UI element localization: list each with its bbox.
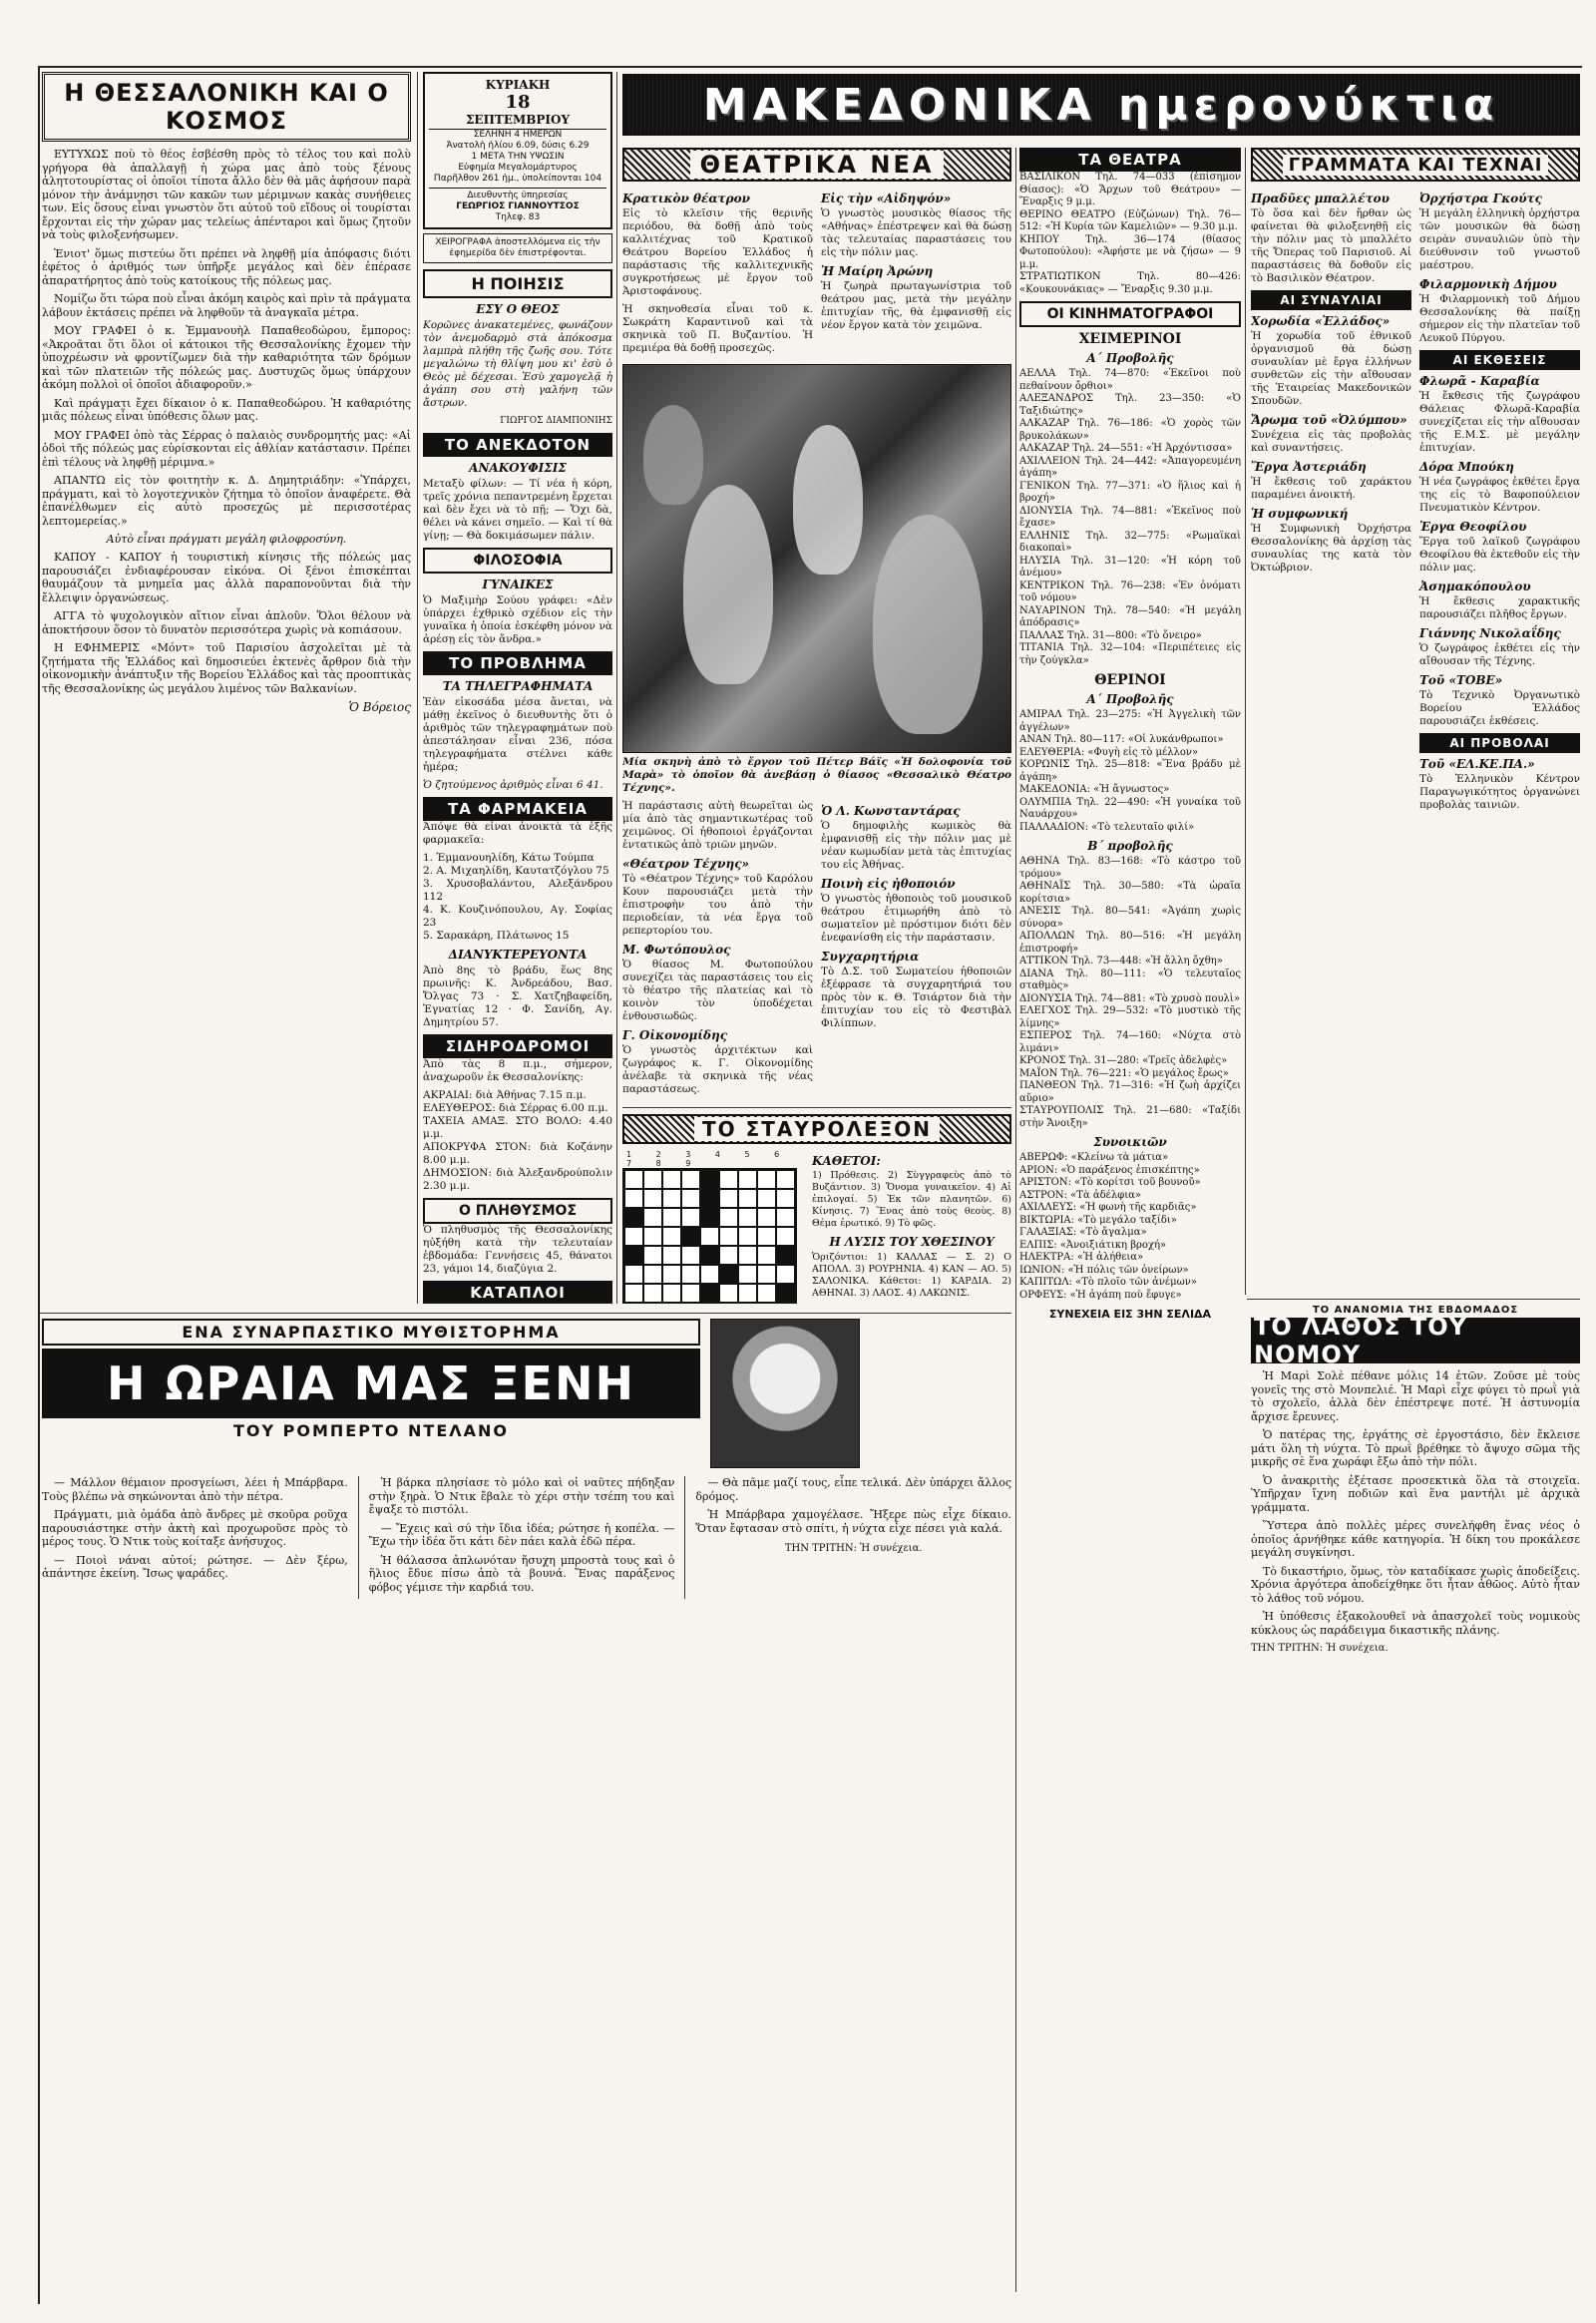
listings-column bbox=[1019, 148, 1241, 2292]
serial-kicker: ΤΟ ΑΝΑΝΟΜΙΑ ΤΗΣ ΕΒΔΟΜΑΔΟΣ bbox=[1312, 1305, 1519, 1316]
column-rule bbox=[417, 72, 418, 1304]
port-title: ΚΑΤΑΠΛΟΙ bbox=[423, 1281, 612, 1304]
novel-paragraph: Ἡ θάλασσα ἀπλωνόταν ἥσυχη μπροστὰ τους καὶ ὁ ἥλιος ἔδυε πίσω ἀπὸ τὰ βουνά. Ἕνας παράξενος φόβος γέμισε τὴν καρδιά του. bbox=[368, 1553, 675, 1594]
crossword-cell[interactable] bbox=[681, 1208, 700, 1227]
date-line: Ἀνατολὴ ἡλίου 6.09, δύσις 6.29 bbox=[446, 141, 590, 151]
novel-paragraph: Πράγματι, μιὰ ὁμάδα ἀπὸ ἄνδρες μὲ σκοῦρα ροῦχα παρουσιάστηκε στὴν ἀκτὴ καὶ προχωροῦσε πρὸς τὸ μέρος τους. Ὁ Ντικ τοὺς κοίταξε ἀνήσυχος. bbox=[42, 1508, 348, 1548]
date-line: Εὐφημία Μεγαλομάρτυρος bbox=[458, 163, 578, 173]
poem-text: Κορῶνες ἀνακατεμένες, φωνάζουν τὸν ἀνεμοδαρμὸ στὰ ἀπόκοσμα λαμπρὰ πλήθη τῆς ζωῆς σου. Τότε μεγαλώνω τὴ θλίψη μου κι' ἐσὺ ὁ Θεὸς μὲ δέχεσαι. Ἐσὺ χαμογελᾷ ἡ ἀγάπη σου στὴ γαλήνη τῶν ἄστρων. bbox=[423, 319, 612, 409]
pull-quote: Αὐτὸ εἶναι πράγματι μεγάλη φιλοφροσύνη. bbox=[106, 533, 347, 546]
philosophy-text: Ὁ Μαξιμὴρ Σούου γράφει: «Δὲν ὑπάρχει ἐχθρικὸ σχέδιον εἰς τὴν γυναῖκα ἡ ὁποία ἐσκέφθη μόνον νὰ ἀρέσῃ εἰς τὸν ἄνδρα.» bbox=[423, 594, 612, 645]
exhibitions-title: ΑΙ ΕΚΘΕΣΕΙΣ bbox=[1419, 350, 1580, 370]
trains-intro: Ἀπὸ τὰς 8 π.μ., σήμερον, ἀναχωροῦν ἐκ Θεσσαλονίκης: bbox=[423, 1058, 612, 1083]
date-line: 1 ΜΕΤΑ ΤΗΝ ΥΨΩΣΙΝ bbox=[471, 152, 565, 162]
crossword-cell[interactable] bbox=[624, 1189, 643, 1208]
crossword-cell[interactable] bbox=[681, 1189, 700, 1208]
signoff: Ὁ Βόρειος bbox=[348, 700, 411, 714]
crossword-cell[interactable] bbox=[776, 1208, 795, 1227]
novel-kicker: ΕΝΑ ΣΥΝΑΡΠΑΣΤΙΚΟ ΜΥΘΙΣΤΟΡΗΜΑ bbox=[42, 1319, 700, 1346]
crossword-cell[interactable] bbox=[662, 1189, 681, 1208]
crossword-cell[interactable] bbox=[738, 1208, 757, 1227]
population-title: Ο ΠΛΗΘΥΣΜΟΣ bbox=[423, 1198, 612, 1224]
novel-next: ΤΗΝ ΤΡΙΤΗΝ: Ἡ συνέχεια. bbox=[784, 1543, 923, 1554]
arts-paragraph: Ἡ μεγάλη ἑλληνικὴ ὀρχήστρα τῶν μουσικῶν θὰ δώσῃ σειρὰν συναυλιῶν ὑπὸ τὴν διεύθυνσιν τοῦ γνωστοῦ μαέστρου. bbox=[1419, 207, 1580, 271]
arts-paragraph: Ὁ ζωγράφος ἐκθέτει εἰς τὴν αἴθουσαν τῆς Τέχνης. bbox=[1419, 642, 1580, 667]
column-rule bbox=[1015, 148, 1016, 2292]
crossword-cell[interactable] bbox=[757, 1170, 776, 1189]
arts-kicker: Ἐργα Θεοφίλου bbox=[1419, 520, 1527, 534]
arts-kicker: Φιλαρμονικὴ Δήμου bbox=[1419, 277, 1557, 291]
crossword-block bbox=[776, 1246, 795, 1265]
crossword-grid[interactable] bbox=[622, 1168, 797, 1304]
arts-kicker: Τοῦ «ΤΟΒΕ» bbox=[1419, 673, 1503, 687]
pharmacies-night-list: Ἀπὸ 8ης τὸ βράδυ, ἕως 8ης πρωινῆς: Κ. Ἀνδρεάδου, Βασ. Ὄλγας 73 · Σ. Χατζηβαφείδη, Ἐγνατίας 12 · Φ. Σανίδη, Αγ. Δημητρίου 57. bbox=[423, 965, 612, 1028]
crossword-cell[interactable] bbox=[776, 1189, 795, 1208]
crossword-cell[interactable] bbox=[643, 1170, 662, 1189]
crossword-cell[interactable] bbox=[662, 1284, 681, 1303]
arts-paragraph: Συνέχεια εἰς τὰς προβολὰς καὶ συναντήσεις. bbox=[1251, 429, 1411, 454]
manuscripts-note: ΧΕΙΡΟΓΡΑΦΑ ἀποστελλόμενα εἰς τὴν ἐφημερίδα δὲν ἐπιστρέφονται. bbox=[423, 233, 612, 263]
crossword-cell[interactable] bbox=[757, 1189, 776, 1208]
arts-kicker: Πραδῦες μπαλλέτου bbox=[1251, 192, 1390, 205]
crossword-cell[interactable] bbox=[681, 1265, 700, 1284]
article-paragraph: ΜΟΥ ΓΡΑΦΕΙ ὁπὸ τὰς Σέρρας ὁ παλαιὸς συνδρομητής μας: «Αἱ ὁδοὶ τῆς πόλεώς μας εὑρίσκονται εἰς ἀθλίαν κατάστασιν. Πρέπει ἐπὶ τέλους νὰ ληφθῇ μέριμνα.» bbox=[42, 428, 411, 469]
crossword-cell[interactable] bbox=[700, 1265, 719, 1284]
crossword-cell[interactable] bbox=[776, 1265, 795, 1284]
arts-paragraph: Ἡ ἔκθεσις τῆς ζωγράφου Θάλειας Φλωρᾶ-Καραβία συνεχίζεται εἰς τὴν αἴθουσαν τῆς Ε.Μ.Σ. μὲ μεγάλην ἐπιτυχίαν. bbox=[1419, 390, 1580, 454]
solution-label: Η ΛΥΣΙΣ ΤΟΥ ΧΘΕΣΙΝΟΥ bbox=[829, 1235, 995, 1249]
theatre-kicker: Μ. Φωτόπουλος bbox=[622, 943, 731, 957]
theatre-paragraph: Ὁ θίασος Μ. Φωτοπούλου συνεχίζει τὰς παραστάσεις του εἰς τὸ θέατρο τῆς πλατείας καὶ τὸ κοινὸν τὸν ὑποδέχεται ἐνθουσιωδῶς. bbox=[622, 959, 813, 1022]
theatre-kicker: «Θέατρον Τέχνης» bbox=[622, 857, 750, 871]
arts-kicker: Ἡ συμφωνική bbox=[1251, 507, 1349, 521]
pharmacies-night: ΔΙΑΝΥΚΤΕΡΕΥΟΝΤΑ bbox=[448, 948, 588, 962]
theatre-kicker: Ποινὴ εἰς ἠθοποιόν bbox=[821, 877, 956, 891]
theatre-kicker: Κρατικὸν θέατρον bbox=[622, 192, 750, 205]
arts-kicker: Ἔργα Ἀστεριάδη bbox=[1251, 460, 1367, 474]
crossword-cell[interactable] bbox=[719, 1303, 738, 1304]
crossword-cell[interactable] bbox=[738, 1303, 757, 1304]
date-line: ΣΕΛΗΝΗ 4 ΗΜΕΡΩΝ bbox=[473, 130, 563, 140]
novel-author: ΤΟΥ ΡΟΜΠΕΡΤΟ ΝΤΕΛΑΝΟ bbox=[232, 1421, 510, 1440]
serial-section bbox=[1251, 1305, 1580, 2292]
crossword-cell[interactable] bbox=[624, 1170, 643, 1189]
editor-label: Διευθυντὴς ὑπηρεσίας bbox=[429, 188, 606, 201]
novel-paragraph: Ἡ βάρκα πλησίασε τὸ μόλο καὶ οἱ ναῦτες πήδηξαν στὴν ξηρὰ. Ὁ Ντικ ἔβαλε τὸ χέρι στὴν τσέπη του καὶ ἔψαξε τὸ πιστόλι. bbox=[368, 1476, 675, 1516]
arts-kicker: Γιάννης Νικολαΐδης bbox=[1419, 626, 1561, 640]
trains-list: ΑΚΡΑΙΑΙ: διὰ Ἀθήνας 7.15 π.μ. ΕΛΕΥΘΕΡΟΣ: διὰ Σέρρας 6.00 π.μ. ΤΑΧΕΙΑ ΑΜΑΞ. ΣΤΟ ΒΟΛΟ: 4.40 μ.μ. ΑΠΟΚΡΥΦΑ ΣΤΟΝ: διὰ Κοζάνην 8.00 μ.μ. ΔΗΜΟΣΙΟΝ: διὰ Ἀλεξανδρούπολιν 2.30 μ.μ. bbox=[423, 1089, 612, 1192]
crossword-block bbox=[700, 1303, 719, 1304]
serial-next: ΤΗΝ ΤΡΙΤΗΝ: Ἡ συνέχεια. bbox=[1251, 1643, 1389, 1654]
crossword-cell[interactable] bbox=[719, 1170, 738, 1189]
crossword-title: ΤΟ ΣΤΑΥΡΟΛΕΞΟΝ bbox=[694, 1117, 940, 1141]
arts-kicker: Τοῦ «ΕΛ.ΚΕ.ΠΑ.» bbox=[1419, 757, 1535, 771]
pharmacies-title: ΤΑ ΦΑΡΜΑΚΕΙΑ bbox=[423, 797, 612, 821]
crossword-cell[interactable] bbox=[624, 1265, 643, 1284]
theatre-paragraph: Εἰς τὸ κλεῖσιν τῆς θερινῆς περιόδου, θὰ δοθῇ ἀπὸ τοὺς καλλιτέχνας τοῦ Κρατικοῦ Θεάτρου Βορείου Ἑλλάδος ἡ παράστασις τῆς καλλιτεχνικῆς συγκροτήσεως μὲ ἔργον τοῦ Ἀριστοφάνους. bbox=[622, 207, 813, 297]
crossword-cell[interactable] bbox=[662, 1170, 681, 1189]
masthead-banner bbox=[622, 74, 1580, 136]
arts-kicker: Δόρα Μπούκη bbox=[1419, 460, 1514, 474]
crossword-cell[interactable] bbox=[738, 1170, 757, 1189]
crossword-block bbox=[624, 1208, 643, 1227]
article-paragraph: Καὶ πράγματι ἔχει δίκαιον ὁ κ. Παπαθεοδώρου. Ἡ καθαριότης μιᾶς πόλεως εἶναι ὑπόθεσις ὅλων μας. bbox=[42, 396, 411, 423]
crossword-cell[interactable] bbox=[643, 1189, 662, 1208]
section-rule bbox=[40, 1313, 1011, 1314]
arts-column bbox=[1251, 148, 1580, 1295]
theatre-paragraph: Ὁ γνωστὸς ἠθοποιὸς τοῦ μουσικοῦ θεάτρου ἐτιμωρήθη ἀπὸ τὸ σωματεῖον μὲ πρόστιμον διότι δὲν ἐνεφανίσθη εἰς τὴν παράστασιν. bbox=[821, 893, 1011, 944]
solution-text: Ὁριζόντιοι: 1) ΚΑΛΛΑΣ — Σ. 2) Ο ΑΠΟΛΛ. 3) ΡΟΥΡΗΝΙΑ. 4) ΚΑΝ — ΑΟ. 5) ΣΑΛΟΝΙΚΑ. Κάθετοι: 1) ΚΑΡΔΙΑ. 2) ΑΘΗΝΑΙ. 3) ΛΑΟΣ. 4) ΛΑΚΩΝΙΣ. bbox=[812, 1252, 1011, 1299]
article-paragraph: ΑΓΓΑ τὸ ψυχολογικὸν αἴτιον εἶναι ἁπλοῦν. Ὅλοι θέλουν νὰ ἀποκτήσουν ὅσον τὸ δυνατὸν περισσότερα χωρὶς νὰ κοπιάσουν. bbox=[42, 609, 411, 636]
poem-author: ΓΙΩΡΓΟΣ ΔΙΑΜΠΟΝΙΗΣ bbox=[500, 416, 612, 426]
date-box bbox=[423, 72, 612, 229]
crossword-block bbox=[700, 1208, 719, 1227]
crossword-cell[interactable] bbox=[662, 1246, 681, 1265]
serial-title: ΤΟ ΛΑΘΟΣ ΤΟΥ ΝΟΜΟΥ bbox=[1254, 1313, 1467, 1368]
article-paragraph: ΕΥΤΥΧΩΣ ποὺ τὸ θέος ἐσβέσθη πρὸς τὸ τέλος του καὶ πολὺ γρήγορα θὰ ἀπαλλαγῇ ἡ χώρα μας ἀπὸ τοὺς ξένους ἀλητοτουρίστας οἱ ὁποῖοι τίποτα ἄλλο δὲν θὰ μᾶς ἀφήσουν παρὰ μόνον τὴν ἀνάμνησι τῶν κακῶν των μέριμνων κακὰς συνήθειες των. Εἰς ὅσους εἶναι γνωστὸν ὅτι αὐτοῦ τοῦ εἴδους οἱ τουρίσται ἔρχονται εἰς τὴν χώραν μας τελείως ἀπένταροι καὶ ὅμως ζητοῦν νὰ τοὺς φιλοξενήσωμεν. bbox=[42, 148, 411, 241]
crossword-cell[interactable] bbox=[719, 1208, 738, 1227]
arts-paragraph: Τὸ Ἑλληνικὸν Κέντρον Παραγωγικότητος ὀργανώνει προβολὰς ταινιῶν. bbox=[1419, 773, 1580, 811]
arts-paragraph: Ἡ Συμφωνικὴ Ὀρχήστρα Θεσσαλονίκης θὰ ἀρχίσῃ τὰς συναυλίας της κατὰ τὸν Ὀκτώβριον. bbox=[1251, 523, 1411, 574]
crossword-banner bbox=[622, 1114, 1011, 1144]
theatre-kicker: Γ. Οἰκονομίδης bbox=[622, 1028, 728, 1042]
crossword-cell[interactable] bbox=[738, 1265, 757, 1284]
suburbs-label: Συνοικιῶν bbox=[1093, 1135, 1167, 1149]
anecdote-text: Μεταξὺ φίλων: — Τί νέα ἡ κόρη, τρεῖς χρόνια πεπαντρεμένη ἔρχεται καὶ δὲν ἔχει νὰ τὸ πῇ; — Ὄχι δὰ, θέλει νὰ κάνει σημεῖο. — Καὶ τί θὰ γίνῃ; — Θὰ δοκιμάσωμεν πάλιν. bbox=[423, 478, 612, 542]
theatre-paragraph: Ἡ σκηνοθεσία εἶναι τοῦ κ. Σωκράτη Καραντινοῦ καὶ τὰ σκηνικὰ τοῦ Π. Βυζαντίου. Ἡ πρεμιέρα θὰ δοθῇ προσεχῶς. bbox=[622, 303, 813, 354]
crossword-cell[interactable] bbox=[757, 1246, 776, 1265]
theatre-kicker: Συγχαρητήρια bbox=[821, 950, 920, 964]
serial-paragraph: Ἡ Μαρὶ Σολὲ πέθανε μόλις 14 ἐτῶν. Ζοῦσε μὲ τοὺς γονεῖς της στὸ Μονπελιέ. Ἡ Μαρὶ εἶχε φύγει τὸ πρωῒ γιὰ τὸ σχολεῖο, ἀλλὰ δὲν ἐπέστρεψε ποτέ. Ἡ ἀστυνομία ἄρχισε ἔρευνες. bbox=[1251, 1369, 1580, 1423]
date-line: Παρῆλθον 261 ἡμ., ὑπολείπονται 104 bbox=[433, 174, 602, 184]
crossword-cell[interactable] bbox=[681, 1170, 700, 1189]
crossword-cell[interactable] bbox=[643, 1265, 662, 1284]
crossword-cell[interactable] bbox=[681, 1303, 700, 1304]
article-paragraph: ΚΑΠΟΥ - ΚΑΠΟΥ ἡ τουριστικὴ κίνησις τῆς πόλεώς μας παρουσιάζει ἐνδιαφέρουσαν εἰκόνα. Οἱ ξένοι ἐπισκέπται θαυμάζουν τὰ μνημεῖα μας ἀλλὰ παραπονοῦνται διὰ τὴν ἔλλειψιν ὀργανώσεως. bbox=[42, 551, 411, 604]
theatre-paragraph: Ὁ γνωστὸς ἀρχιτέκτων καὶ ζωγράφος κ. Γ. Οἰκονομίδης ἀνέλαβε τὰ σκηνικὰ τῆς νέας παραστάσεως. bbox=[622, 1044, 813, 1095]
crossword-cell[interactable] bbox=[738, 1189, 757, 1208]
photo-caption: Μία σκηνὴ ἀπὸ τὸ ἔργον τοῦ Πέτερ Βάϊς «Ἡ δολοφονία τοῦ Μαρὰ» τὸ ὁποῖον θὰ ἀνεβάσῃ ὁ θίασος «Θεσσαλικὸ Θέατρο Τέχνης». bbox=[622, 756, 1011, 794]
crossword-cell[interactable] bbox=[738, 1227, 757, 1246]
poem-title: Η ΠΟΙΗΣΙΣ bbox=[423, 269, 612, 298]
novel-paragraph: — Ποιοὶ νάναι αὐτοί; ρώτησε. — Δὲν ξέρω, ἀπάντησε ἐκείνη. Ἴσως ψαράδες. bbox=[42, 1553, 348, 1580]
date-day: ΚΥΡΙΑΚΗ bbox=[485, 78, 551, 92]
crossword-cell[interactable] bbox=[776, 1303, 795, 1304]
winter-label: ΧΕΙΜΕΡΙΝΟΙ bbox=[1078, 331, 1182, 347]
crossword-block bbox=[624, 1246, 643, 1265]
crossword-cell[interactable] bbox=[643, 1227, 662, 1246]
theatre-title: ΘΕΑΤΡΙΚΑ ΝΕΑ bbox=[690, 151, 945, 179]
novel-paragraph: — Μάλλον θέμαιον προσγείωσι, λέει ἡ Μπάρβαρα. Τοὺς βλέπω νὰ σηκώνονται ἀπὸ τὴν πέτρα. bbox=[42, 1476, 348, 1503]
anecdote-title: ΤΟ ΑΝΕΚΔΟΤΟΝ bbox=[423, 433, 612, 457]
theatre-paragraph: Ὁ δημοφιλὴς κωμικὸς θὰ ἐμφανισθῇ εἰς τὴν πόλιν μας μὲ νέαν κωμωδίαν μετὰ τὰς ἐπιτυχίας του εἰς Ἀθήνας. bbox=[821, 820, 1011, 871]
serial-paragraph: Ὁ ἀνακριτὴς ἐξέτασε προσεκτικὰ ὅλα τὰ στοιχεῖα. Ὑπῆρχαν ἴχνη ποδιῶν καὶ ἕνα μαντήλι μὲ ἀρχικὰ γράμματα. bbox=[1251, 1473, 1580, 1514]
arts-paragraph: Ἡ νέα ζωγράφος ἐκθέτει ἔργα της εἰς τὸ Βαφοπούλειον Πνευματικὸν Κέντρον. bbox=[1419, 476, 1580, 514]
first-run-label: Α΄ Προβολῆς bbox=[1086, 351, 1174, 365]
problem-answer: Ὁ ζητούμενος ἀριθμὸς εἶναι 6 41. bbox=[423, 779, 603, 791]
article-paragraph: Ἐνιοτ' ὅμως πιστεύω ὅτι πρέπει νὰ ληφθῇ μία ἀπόφασις διότι ἐφέτος ὁ ἀριθμός των ὑπῆρξε μεγάλος καὶ δὲν ἐπέρασε ἀπαρατήρητος ἀπὸ τοὺς κατοίκους τῆς πόλεως μας. bbox=[42, 246, 411, 287]
theatre-paragraph: Τὸ «Θέατρον Τέχνης» τοῦ Καρόλου Κουν παρουσιάζει μετὰ τὴν ἐπιστροφὴν του ἀπὸ τὴν περιοδείαν, τὰ νέα ἔργα τοῦ ρεπερτορίου του. bbox=[622, 873, 813, 937]
crossword-cell[interactable] bbox=[681, 1246, 700, 1265]
arts-kicker: Ὀρχήστρα Γκούτς bbox=[1419, 192, 1542, 205]
editor-name: ΓΕΩΡΓΙΟΣ ΓΙΑΝΝΟΥΤΣΟΣ bbox=[456, 201, 580, 211]
novel-section bbox=[42, 1319, 1011, 2296]
crossword-cell[interactable] bbox=[643, 1284, 662, 1303]
arts-paragraph: Τὸ Τεχνικὸ Ὀργανωτικὸ Βορείου Ἑλλάδος παρουσιάζει ἐκθέσεις. bbox=[1419, 689, 1580, 727]
column-rule bbox=[684, 1476, 685, 1599]
arts-kicker: Ἀσημακόπουλου bbox=[1419, 580, 1531, 593]
crossword-cell[interactable] bbox=[757, 1208, 776, 1227]
philosophy-subtitle: ΓΥΝΑΙΚΕΣ bbox=[482, 578, 554, 591]
crossword-cell[interactable] bbox=[719, 1246, 738, 1265]
theatre-paragraph: Τὸ Δ.Σ. τοῦ Σωματείου ἠθοποιῶν ἐξέφρασε τὰ συγχαρητήριά του πρὸς τὸν κ. Θ. Τσιάρτον διὰ τὴν ἐπιτυχίαν του εἰς τὸ Φεστιβὰλ Φιλίππων. bbox=[821, 966, 1011, 1029]
trains-title: ΣΙΔΗΡΟΔΡΟΜΟΙ bbox=[423, 1034, 612, 1058]
crossword-block bbox=[700, 1170, 719, 1189]
crossword-block bbox=[719, 1265, 738, 1284]
theatre-paragraph: Ἡ ζωηρὰ πρωταγωνίστρια τοῦ θεάτρου μας, μετὰ τὴν μεγάλην ἐπιτυχίαν τῆς, θὰ ἐμφανισθῇ εἰς νέον ἔργον κατὰ τὸν χειμῶνα. bbox=[821, 280, 1011, 331]
crossword-cell[interactable] bbox=[662, 1303, 681, 1304]
continued-note: ΣΥΝΕΧΕΙΑ ΕΙΣ 3ΗΝ ΣΕΛΙΔΑ bbox=[1048, 1308, 1212, 1321]
philosophy-title: ΦΙΛΟΣΟΦΙΑ bbox=[423, 548, 612, 574]
crossword-cell[interactable] bbox=[662, 1227, 681, 1246]
column-rule bbox=[616, 72, 617, 1304]
arts-paragraph: Ἡ ἔκθεσις τοῦ χαράκτου παραμένει ἀνοικτή. bbox=[1251, 476, 1411, 501]
second-run-label: Β΄ προβολῆς bbox=[1087, 839, 1173, 853]
pharmacies-list: 1. Ἐμμανουηλίδη, Κάτω Τούμπα 2. Α. Μιχαηλίδη, Καυτατζόγλου 75 3. Χρυσοβαλάντου, Αλεξάνδρου 112 4. Κ. Κουζινόπουλου, Αγ. Σοφίας 23 5. Σαρακάρη, Πλάτωνος 15 bbox=[423, 852, 612, 942]
second-run-cinemas: ΑΘΗΝΑ Τηλ. 83—168: «Τὸ κάστρο τοῦ τρόμου» ΑΘΗΝΑΪΣ Τηλ. 30—580: «Τὰ ὡραῖα κορίτσια» ΑΝΕΣΙΣ Τηλ. 80—541: «Ἀγάπη χωρὶς σύνορα» ΑΠΟΛΛΩΝ Τηλ. 80—516: «Ἡ μεγάλη ἐπιστροφή» ΑΤΤΙΚΟΝ Τηλ. 73—448: «Ἡ ἄλλη ὄχθη» ΔΙΑΝΑ Τηλ. 80—111: «Ὁ τελευταῖος σταθμὸς» ΔΙΟΝΥΣΙΑ Τηλ. 74—881: «Τὸ χρυσὸ πουλὶ» ΕΛΕΓΧΟΣ Τηλ. 29—532: «Τὸ μυστικὸ τῆς λίμνης» ΕΣΠΕΡΟΣ Τηλ. 74—160: «Νύχτα στὸ λιμάνι» ΚΡΟΝΟΣ Τηλ. 31—280: «Τρεῖς ἀδελφὲς» ΜΑΪΟΝ Τηλ. 76—221: «Ὁ μεγάλος ἔρως» ΠΑΝΘΕΟΝ Τηλ. 71—316: «Ἡ ζωὴ ἀρχίζει αὔριο» ΣΤΑΥΡΟΥΠΟΛΙΣ Τηλ. 21—680: «Ταξίδι στὴν Ἄνοιξη» bbox=[1019, 856, 1241, 1129]
column-rule bbox=[1245, 148, 1246, 1295]
date-number: 18 bbox=[505, 92, 531, 113]
theatre-paragraph: Ἡ παράστασις αὐτὴ θεωρεῖται ὡς μία ἀπὸ τὰς σημαντικωτέρας τοῦ χειμῶνος. Οἱ ἠθοποιοὶ ἐργάζονται ἐντατικῶς ἀπὸ τριῶν μηνῶν. bbox=[622, 800, 813, 851]
crossword-cell[interactable] bbox=[662, 1208, 681, 1227]
problem-text: Ἐὰν εἰκοσάδα μέσα ἄνεται, νὰ μάθῃ ἐκεῖνος ὁ διευθυντὴς ὅτι ὁ ἀριθμὸς τῶν τηλεγραφημάτων ποὺ ἀπεστάλησαν εἶναι 236, πόσα τηλεγραφήματα στέλνει κάθε ἡμέρα; bbox=[423, 696, 612, 773]
crossword-cell[interactable] bbox=[757, 1284, 776, 1303]
crossword-block bbox=[681, 1227, 700, 1246]
arts-kicker: Ἄρωμα τοῦ «Ὀλύμπου» bbox=[1251, 413, 1407, 427]
summer-cinemas: ΑΜΙΡΑΛ Τηλ. 23—275: «Ἡ Ἀγγελικὴ τῶν ἀγγέλων» ΑΝΑΝ Τηλ. 80—117: «Οἱ λυκάνθρωποι» ΕΛΕΥΘΕΡΙΑ: «Φυγὴ εἰς τὸ μέλλον» ΚΟΡΩΝΙΣ Τηλ. 25—818: «Ἕνα βράδυ μὲ ἀγάπη» ΜΑΚΕΔΟΝΙΑ: «Ἡ ἄγνωστος» ΟΛΥΜΠΙΑ Τηλ. 22—490: «Ἡ γυναίκα τοῦ Ναυάρχου» ΠΑΛΛΑΔΙΟΝ: «Τὸ τελευταῖο φιλί» bbox=[1019, 709, 1241, 833]
crossword-cell[interactable] bbox=[643, 1303, 662, 1304]
article-paragraph: Νομίζω ὅτι τώρα ποὺ εἶναι ἀκόμη καιρὸς καὶ πρὶν τὰ πράγματα λάβουν ἐκτάσεις πρέπει νὰ ληφθοῦν τὰ ἀναγκαῖα μέτρα. bbox=[42, 292, 411, 319]
serial-paragraph: Τὸ δικαστήριο, ὅμως, τὸν καταδίκασε χωρὶς ἀποδείξεις. Χρόνια ἀργότερα ἀποδείχθηκε ὅτι ἦταν ἀθῶος. Αὐτὸ ἦταν τὸ λάθος τοῦ νόμου. bbox=[1251, 1564, 1580, 1605]
novel-paragraph: — Θὰ πᾶμε μαζί τους, εἶπε τελικά. Δὲν ὑπάρχει ἄλλος δρόμος. bbox=[695, 1476, 1011, 1503]
theatre-paragraph: Ὁ γνωστὸς μουσικὸς θίασος τῆς «Αθήνας» ἐπέστρεψεν καὶ θὰ δώσῃ τὰς τελευταίας παραστάσεις του εἰς τὴν πόλιν μας. bbox=[821, 207, 1011, 258]
crossword-cell[interactable] bbox=[738, 1246, 757, 1265]
date-month: ΣΕΠΤΕΜΒΡΙΟΥ bbox=[429, 113, 606, 130]
anecdote-subtitle: ΑΝΑΚΟΥΦΙΣΙΣ bbox=[469, 461, 567, 475]
arts-kicker: Χορωδία «Ἑλλάδος» bbox=[1251, 314, 1391, 328]
down-clues: 1) Πρόθεσις. 2) Σὺγγραφεὺς ἀπὸ τὸ Βυζάντιον. 3) Ὄνομα γυναικεῖον. 4) Αἱ ἐπιλογαί. 5) Ἐκ τῶν πλανητῶν. 6) Κίνησις. 7) Ἕνας ἀπὸ τοὺς θεοὺς. 8) Θέμα ἐρωτικό. 9) Τὸ φῶς. bbox=[812, 1170, 1011, 1229]
crossword-cell[interactable] bbox=[719, 1284, 738, 1303]
novel-paragraph: Ἡ Μπάρβαρα χαμογέλασε. Ἤξερε πὼς εἶχε δίκαιο. Ὅταν ἔφτασαν στὸ σπίτι, ἡ νύχτα εἶχε πέσει γιὰ καλά. bbox=[695, 1508, 1011, 1535]
problem-title: ΤΟ ΠΡΟΒΛΗΜΑ bbox=[423, 651, 612, 675]
serial-paragraph: Ὁ πατέρας της, ἐργάτης σὲ ἐργοστάσιο, δὲν ἔκλεισε μάτι ὅλη τὴ νύχτα. Τὸ πρωῒ βρέθηκε τὸ ἄψυχο σῶμα τῆς μικρῆς σὲ ἕνα χωράφι ἔξω ἀπὸ τὴν πόλι. bbox=[1251, 1428, 1580, 1468]
editor-phone: Τηλεφ. 83 bbox=[495, 212, 541, 222]
down-label: ΚΑΘΕΤΟΙ: bbox=[812, 1154, 881, 1168]
serial-paragraph: Ὕστερα ἀπὸ πολλὲς μέρες συνελήφθη ἕνας νέος ὁ ὁποῖος ἀρνήθηκε κάθε κατηγορία. Ἡ δίκη του προκάλεσε μεγάλη συγκίνησι. bbox=[1251, 1519, 1580, 1559]
article-paragraph: ΑΠΑΝΤΩ εἰς τὸν φοιτητὴν κ. Δ. Δημητριάδην: «Ὑπάρχει, πράγματι, καὶ τὸ λογοτεχνικὸν ζήτημα τὸ ὁποῖον ἀναφέρετε. Θὰ ἐπανέλθωμεν εἰς αὐτὸ προσεχῶς μὲ περισσοτέρας λεπτομερείας.» bbox=[42, 474, 411, 528]
theatre-photo bbox=[622, 364, 1011, 753]
headline-text: Η ΘΕΣΣΑΛΟΝΙΚΗ ΚΑΙ Ο ΚΟΣΜΟΣ bbox=[64, 79, 389, 135]
crossword-block bbox=[700, 1284, 719, 1303]
arts-banner bbox=[1251, 148, 1580, 182]
poem-subtitle: ΕΣΥ Ο ΘΕΟΣ bbox=[476, 302, 560, 316]
serial-paragraph: Ἡ ὑπόθεσις ἐξακολουθεῖ νὰ ἀπασχολεῖ τοὺς νομικοὺς κύκλους ὡς παράδειγμα δικαστικῆς πλάνης. bbox=[1251, 1610, 1580, 1637]
crossword-cell[interactable] bbox=[700, 1227, 719, 1246]
crossword-cell[interactable] bbox=[662, 1265, 681, 1284]
theatres-title: ΤΑ ΘΕΑΤΡΑ bbox=[1019, 148, 1241, 172]
pharmacies-intro: Ἀπόψε θὰ εἶναι ἀνοικτὰ τὰ ἑξῆς φαρμακεῖα: bbox=[423, 821, 612, 846]
theatre-section bbox=[622, 148, 1011, 1304]
left-column bbox=[42, 72, 411, 1304]
projections-title: ΑΙ ΠΡΟΒΟΛΑΙ bbox=[1419, 733, 1580, 753]
crossword-cell[interactable] bbox=[757, 1303, 776, 1304]
crossword-cell[interactable] bbox=[624, 1227, 643, 1246]
crossword-cell[interactable] bbox=[757, 1227, 776, 1246]
crossword-cell[interactable] bbox=[719, 1189, 738, 1208]
arts-title: ΓΡΑΜΜΑΤΑ ΚΑΙ ΤΕΧΝΑΙ bbox=[1283, 155, 1549, 176]
section-rule bbox=[622, 1107, 1011, 1108]
serial-banner bbox=[1251, 1313, 1580, 1368]
crossword-cell[interactable] bbox=[624, 1284, 643, 1303]
theatre-kicker: Ὁ Λ. Κωνσταντάρας bbox=[821, 804, 961, 818]
novel-paragraph: — Ἔχεις καὶ σύ τὴν ἴδια ἰδέα; ρώτησε ἡ κοπέλα. — Ἔχω τὴν ἰδέα ὅτι κάτι δὲν πάει καλὰ ἐδῶ πέρα. bbox=[368, 1521, 675, 1548]
winter-cinemas: ΑΕΛΛΑ Τηλ. 74—870: «Ἐκεῖνοι ποὺ πεθαίνουν ὄρθιοι» ΑΛΕΞΑΝΔΡΟΣ Τηλ. 23—350: «Ὁ Ταξιδιώτης» ΑΛΚΑΖΑΡ Τηλ. 76—186: «Ὁ χορὸς τῶν βρυκολάκων» ΑΛΚΑΖΑΡ Τηλ. 24—551: «Ἡ Ἀρχόντισσα» ΑΧΙΛΛΕΙΟΝ Τηλ. 24—442: «Ἀπαγορευμένη ἀγάπη» ΓΕΝΙΚΟΝ Τηλ. 77—371: «Ὁ ἥλιος καὶ ἡ βροχή» ΔΙΟΝΥΣΙΑ Τηλ. 74—881: «Ἐκεῖνος ποὺ ἔχασε» ΕΛΛΗΝΙΣ Τηλ. 32—775: «Ρωμαϊκαὶ διακοπαὶ» ΗΛΥΣΙΑ Τηλ. 31—120: «Ἡ κόρη τοῦ ἀνέμου» ΚΕΝΤΡΙΚΟΝ Τηλ. 76—238: «Ἐν ὀνόματι τοῦ νόμου» ΝΑΥΑΡΙΝΟΝ Τηλ. 78—540: «Ἡ μεγάλη ἀπόδρασις» ΠΑΛΛΑΣ Τηλ. 31—800: «Τὸ ὄνειρο» ΤΙΤΑΝΙΑ Τηλ. 32—104: «Περιπέτειες εἰς τὴν ζούγκλα» bbox=[1019, 368, 1241, 666]
crossword-cell[interactable] bbox=[643, 1246, 662, 1265]
crossword-cell[interactable] bbox=[624, 1303, 643, 1304]
crossword-cell[interactable] bbox=[643, 1208, 662, 1227]
crossword-block bbox=[700, 1246, 719, 1265]
theatre-kicker: Ἡ Μαίρη Ἀρώνη bbox=[821, 264, 934, 278]
theatre-banner bbox=[622, 148, 1011, 182]
arts-kicker: Φλωρᾶ - Καραβία bbox=[1419, 374, 1540, 388]
cinemas-title: ΟΙ ΚΙΝΗΜΑΤΟΓΡΑΦΟΙ bbox=[1019, 301, 1241, 327]
crossword-cell[interactable] bbox=[776, 1170, 795, 1189]
novel-illustration bbox=[710, 1319, 860, 1468]
arts-paragraph: Τὸ ὅσα καὶ δὲν ἤρθαν ὡς φαίνεται θὰ φιλοξενηθῇ εἰς τὴν πόλιν μας τὸ μπαλλέτο τῆς Ὄπερας τοῦ Παρισιοῦ. Αἱ παραστάσεις θὰ δοθοῦν εἰς τὸ Βασιλικὸν Θέατρον. bbox=[1251, 207, 1411, 284]
crossword-cell[interactable] bbox=[681, 1284, 700, 1303]
concerts-title: ΑΙ ΣΥΝΑΥΛΙΑΙ bbox=[1251, 290, 1411, 310]
info-column bbox=[423, 72, 612, 1304]
crossword-cell[interactable] bbox=[738, 1284, 757, 1303]
arts-paragraph: Ἡ ἔκθεσις χαρακτικῆς παρουσιάζει πλῆθος ἔργων. bbox=[1419, 595, 1580, 620]
article-paragraph: Η ΕΦΗΜΕΡΙΣ «Μόντ» τοῦ Παρισίου ἀσχολεῖται μὲ τὰ ζητήματα τῆς Ἑλλάδος καὶ δημοσιεύει ἐκτενὲς ἄρθρον διὰ τὴν οἰκονομικὴν ἀνάπτυξιν τῆς Βορείου Ἑλλάδος καὶ τὰς προοπτικὰς τῆς Θεσσαλονίκης ὡς μεγάλου λιμένος τῶν Βαλκανίων. bbox=[42, 641, 411, 695]
arts-paragraph: Ἡ Φιλαρμονικὴ τοῦ Δήμου Θεσσαλονίκης θὰ παίξῃ σήμερον εἰς τὴν πλατεῖαν τοῦ Λευκοῦ Πύργου. bbox=[1419, 293, 1580, 344]
problem-subtitle: ΤΑ ΤΗΛΕΓΡΑΦΗΜΑΤΑ bbox=[442, 679, 594, 693]
article-paragraph: ΜΟΥ ΓΡΑΦΕΙ ὁ κ. Ἐμμανουὴλ Παπαθεοδώρου, ἔμπορος: «Ἀκροᾶται ὅτι ὅλοι οἱ κάτοικοι τῆς Θεσσαλονίκης ἔχομεν τὴν ὑποχρέωσιν νὰ φροντίζωμεν διὰ τὴν καθαριότητα τῶν δρόμων καὶ τῶν πλατειῶν τῆς πόλεώς μας. Δυστυχῶς ὅμως ὑπάρχουν ἀκόμη πολλοὶ οἱ ὁποῖοι ἀδιαφοροῦν.» bbox=[42, 324, 411, 391]
summer-first-run-label: Α΄ Προβολῆς bbox=[1086, 692, 1174, 706]
theatre-kicker: Εἰς τὴν «Αἰδηψόν» bbox=[821, 192, 952, 205]
masthead-title: ΜΑΚΕΔΟΝΙΚΑ ημερονύκτια bbox=[702, 79, 1500, 131]
crossword-numbers: 1 2 3 4 5 6 7 8 9 bbox=[626, 1150, 791, 1168]
crossword-cell[interactable] bbox=[776, 1227, 795, 1246]
arts-paragraph: Ἔργα τοῦ λαϊκοῦ ζωγράφου Θεοφίλου θὰ ἐκτεθοῦν εἰς τὴν πόλιν μας. bbox=[1419, 536, 1580, 574]
crossword-cell[interactable] bbox=[757, 1265, 776, 1284]
suburb-cinemas: ΑΒΕΡΩΦ: «Κλείνω τὰ μάτια» ΑΡΙΟΝ: «Ὁ παράξενος ἐπισκέπτης» ΑΡΙΣΤΟΝ: «Τὸ κορίτσι τοῦ βουνοῦ» ΑΣΤΡΟΝ: «Τὰ ἀδέλφια» ΑΧΙΛΛΕΥΣ: «Ἡ φωνὴ τῆς καρδιᾶς» ΒΙΚΤΩΡΙΑ: «Τὸ μεγάλο ταξίδι» ΓΑΛΑΞΙΑΣ: «Τὸ ἄγαλμα» ΕΛΠΙΣ: «Ἀνοιξιάτικη βροχή» ΗΛΕΚΤΡΑ: «Ἡ ἀλήθεια» ΙΩΝΙΟΝ: «Ἡ πόλις τῶν ὀνείρων» ΚΑΠΙΤΩΛ: «Τὸ πλοῖο τῶν ἀνέμων» ΟΡΦΕΥΣ: «Ἡ ἀγάπη ποὺ ἔφυγε» bbox=[1019, 1152, 1201, 1301]
novel-title: Η ΩΡΑΙΑ ΜΑΣ ΞΕΝΗ bbox=[107, 1356, 635, 1410]
column-rule bbox=[358, 1476, 359, 1599]
theatres-list: ΒΑΣΙΛΙΚΟΝ Τηλ. 74—033 (ἐπίσημον Θίασος): «Ὁ Ἄρχων τοῦ Θεάτρου» — Ἔναρξις 9 μ.μ. ΘΕΡΙΝΟ ΘΕΑΤΡΟ (Εὐζώνων) Τηλ. 76—512: «Ἡ Κυρία τῶν Καμελιῶν» — 9.30 μ.μ. ΚΗΠΟΥ Τηλ. 36—174 (θίασος Φωτοπούλου): «Ἀφήστε με νὰ ζήσω» — 9 μ.μ. ΣΤΡΑΤΙΩΤΙΚΟΝ Τηλ. 80—426: «Κουκουνάκιας» — Ἔναρξις 9.30 μ.μ. bbox=[1019, 172, 1241, 295]
summer-label: ΘΕΡΙΝΟΙ bbox=[1094, 672, 1166, 688]
crossword-cell[interactable] bbox=[719, 1227, 738, 1246]
arts-paragraph: Ἡ χορωδία τοῦ ἐθνικοῦ ὀργανισμοῦ θὰ δώσῃ συναυλίαν μὲ ἔργα ἑλλήνων συνθετῶν εἰς τὴν αἴθουσαν τῆς Ἑταιρείας Μακεδονικῶν Σπουδῶν. bbox=[1251, 330, 1411, 407]
novel-banner bbox=[42, 1349, 700, 1418]
population-text: Ὁ πληθυσμὸς τῆς Θεσσαλονίκης ηὐξήθη κατὰ τὴν τελευταίαν ἑβδομάδα: Γεννήσεις 45, θάνατοι 23, γάμοι 14, διαζύγια 2. bbox=[423, 1224, 612, 1275]
crossword-block bbox=[700, 1189, 719, 1208]
crossword-block bbox=[776, 1284, 795, 1303]
section-rule bbox=[1247, 1299, 1580, 1300]
left-headline bbox=[42, 72, 411, 142]
